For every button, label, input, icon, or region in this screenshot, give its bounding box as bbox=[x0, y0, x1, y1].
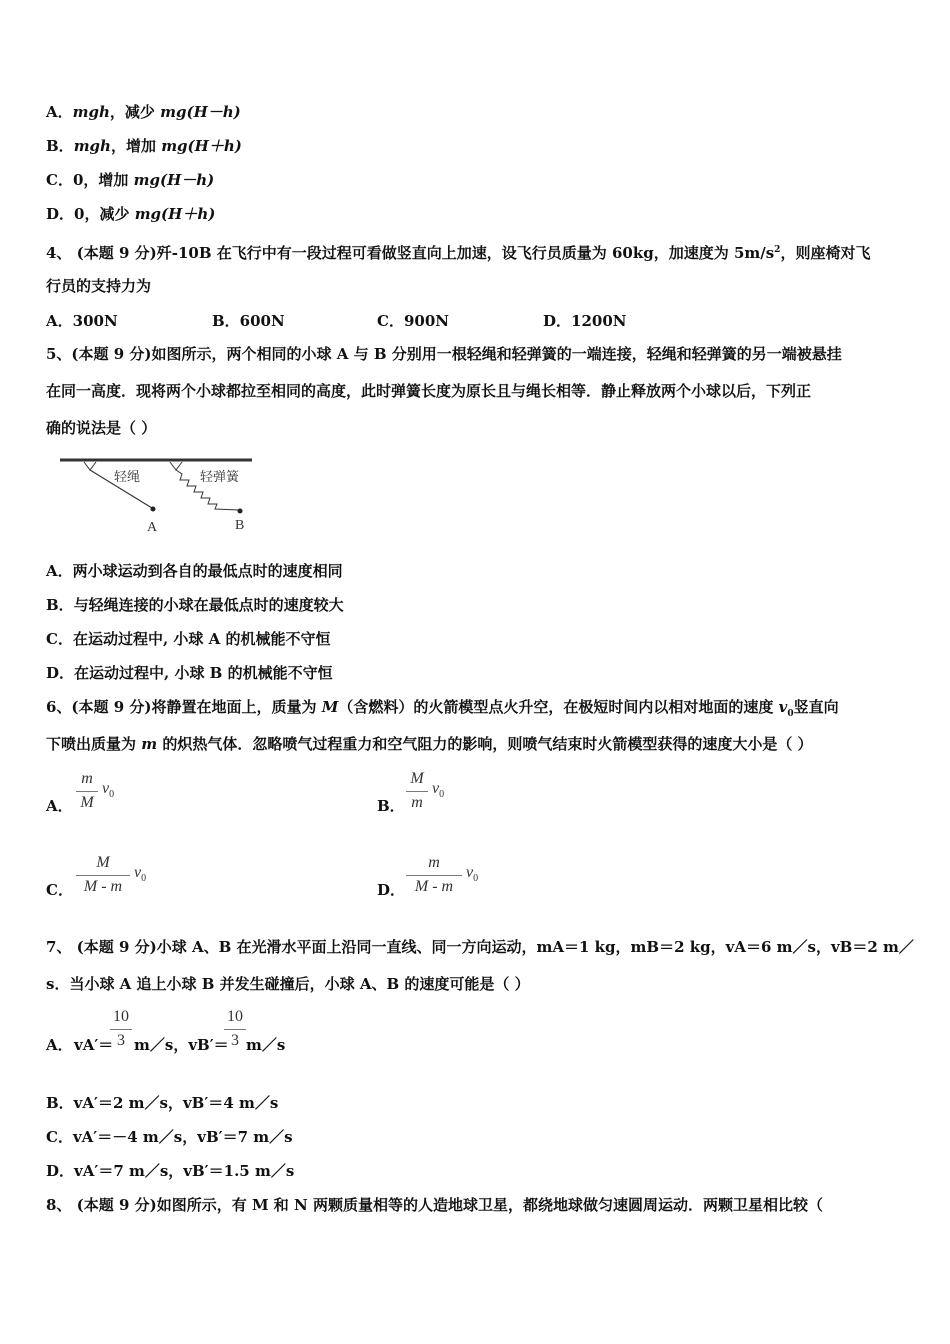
q6-option-a-fraction: m M $v_0$ bbox=[76, 770, 98, 818]
q5-option-d: D．在运动过程中, 小球 B 的机械能不守恒 bbox=[46, 664, 333, 682]
q6-option-b-fraction: M m $v_0$ bbox=[406, 770, 428, 818]
q7-option-b: B．vA′＝2 m／s，vB′＝4 m／s bbox=[46, 1094, 279, 1112]
q7-fraction-1: 10 3 bbox=[110, 1008, 132, 1056]
q7-stem-line1: 7、 (本题 9 分)小球 A、B 在光滑水平面上沿同一直线、同一方向运动，mA＝1 kg，mB＝2 kg，vA＝6 m／s，vB＝2 m／ bbox=[46, 938, 914, 956]
q7-fraction-2: 10 3 bbox=[224, 1008, 246, 1056]
q3-option-d: D．0，减少 mg(H＋h) bbox=[46, 205, 216, 223]
q8-stem-line1: 8、 (本题 9 分)如图所示，有 M 和 N 两颗质量相等的人造地球卫星，都绕地球做匀速圆周运动．两颗卫星相比较（ bbox=[46, 1196, 823, 1214]
q6-stem-line2: 下喷出质量为 m 的炽热气体．忽略喷气过程重力和空气阻力的影响，则喷气结束时火箭模型获得的速度大小是（ ） bbox=[46, 735, 813, 753]
q6-option-a-label: A． bbox=[46, 797, 73, 815]
q6-option-c-label: C． bbox=[46, 881, 73, 899]
q6-stem-line1: 6、(本题 9 分)将静置在地面上，质量为 M（含燃料）的火箭模型点火升空，在极短时间内以相对地面的速度 $v_0$竖直向 bbox=[46, 698, 839, 719]
q7-option-a: A． vA′＝ 10 3 m／s，vB′＝ 10 3 m／s bbox=[46, 1008, 286, 1054]
q6-option-d-label: D． bbox=[377, 881, 406, 899]
q5-option-b: B．与轻绳连接的小球在最低点时的速度较大 bbox=[46, 596, 344, 614]
q6-option-b-label: B． bbox=[377, 797, 405, 815]
q4-option-a: A．300N bbox=[46, 312, 118, 330]
spring-hinge-icon bbox=[170, 462, 182, 470]
q4-option-c: C．900N bbox=[377, 312, 449, 330]
spring-label: 轻弹簧 bbox=[200, 470, 240, 485]
q5-stem-line2: 在同一高度．现将两个小球都拉至相同的高度，此时弹簧长度为原长且与绳长相等．静止释放两个小球以后，下列正 bbox=[46, 382, 812, 400]
ball-a bbox=[151, 507, 156, 512]
q3-option-c: C．0，增加 mg(H－h) bbox=[46, 171, 215, 189]
q7-option-c: C．vA′＝－4 m／s，vB′＝7 m／s bbox=[46, 1128, 293, 1146]
q6-option-c-fraction: M M - m $v_0$ bbox=[76, 854, 130, 902]
q3-option-a: A．mgh，减少 mg(H－h) bbox=[46, 103, 241, 121]
q5-option-a: A．两小球运动到各自的最低点时的速度相同 bbox=[46, 562, 343, 580]
ball-b-label: B bbox=[235, 518, 245, 533]
ball-b bbox=[238, 509, 243, 514]
rope-hinge-icon bbox=[84, 462, 96, 470]
q7-stem-line2: s．当小球 A 追上小球 B 并发生碰撞后，小球 A、B 的速度可能是（ ） bbox=[46, 975, 530, 993]
q6-option-d-fraction: m M - m $v_0$ bbox=[406, 854, 462, 902]
ball-a-label: A bbox=[147, 520, 158, 535]
q5-stem-line3: 确的说法是（ ） bbox=[46, 419, 157, 437]
q4-option-b: B．600N bbox=[212, 312, 285, 330]
q4-stem-line2: 行员的支持力为 bbox=[46, 277, 152, 295]
q5-figure bbox=[56, 452, 256, 544]
q4-option-d: D．1200N bbox=[543, 312, 627, 330]
q5-option-c: C．在运动过程中, 小球 A 的机械能不守恒 bbox=[46, 630, 331, 648]
q5-stem-line1: 5、(本题 9 分)如图所示，两个相同的小球 A 与 B 分别用一根轻绳和轻弹簧的一端连接，轻绳和轻弹簧的另一端被悬挂 bbox=[46, 345, 842, 363]
rope-label: 轻绳 bbox=[114, 470, 141, 485]
q3-option-b: B．mgh，增加 mg(H＋h) bbox=[46, 137, 242, 155]
q7-option-d: D．vA′＝7 m／s，vB′＝1.5 m／s bbox=[46, 1162, 295, 1180]
q4-stem-line1: 4、 (本题 9 分)歼-10B 在飞行中有一段过程可看做竖直向上加速，设飞行员质量为 60kg，加速度为 $5m/s^2$，则座椅对飞 bbox=[46, 244, 871, 262]
